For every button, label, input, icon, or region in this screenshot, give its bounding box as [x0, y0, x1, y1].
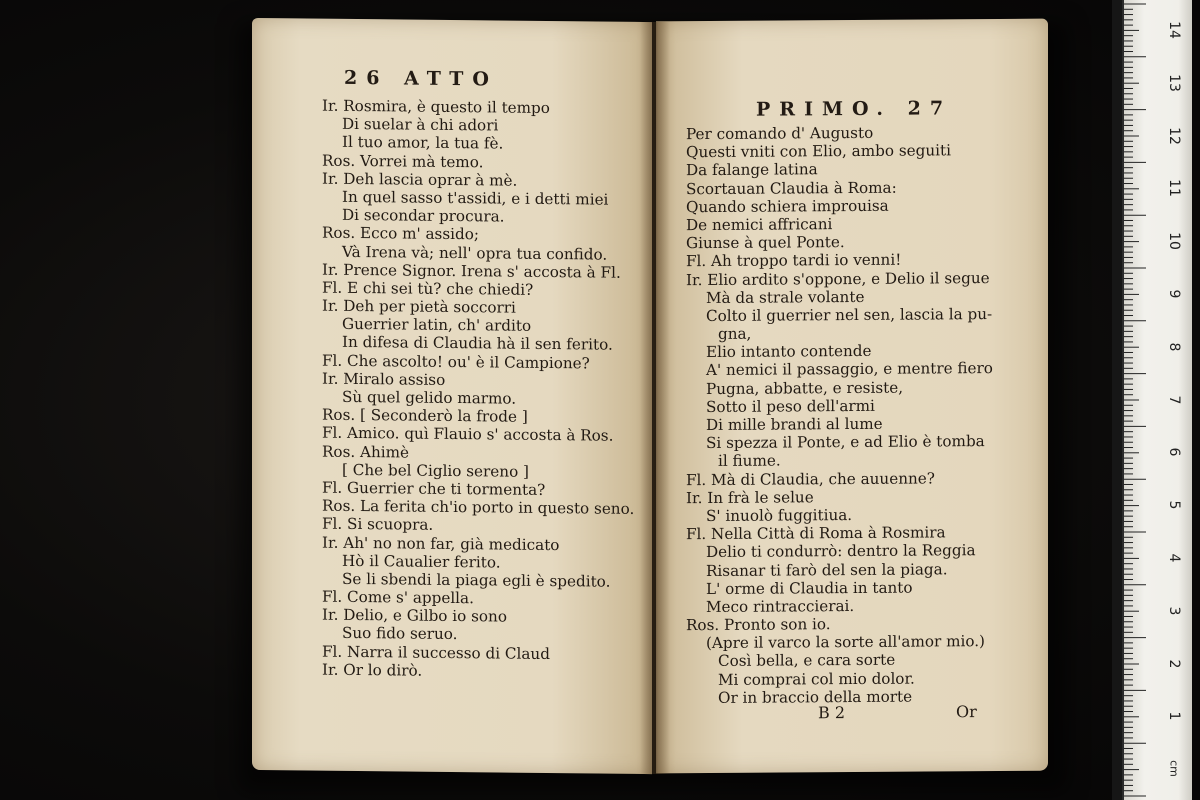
ruler-number: 6: [1166, 447, 1182, 457]
ruler-number: 9: [1166, 289, 1182, 299]
ruler-number: 2: [1166, 659, 1182, 669]
text-line: Fl. Nella Città di Roma à Rosmira: [686, 523, 946, 544]
ruler-number: 13: [1166, 73, 1182, 92]
text-line: Il tuo amor, la tua fè.: [342, 133, 504, 153]
text-line: Ros. La ferita ch'io porto in questo seno.: [322, 496, 635, 519]
right-page: [656, 19, 1048, 774]
text-line: Di mille brandi al lume: [706, 414, 883, 435]
text-line: Ros. Ecco m' assido;: [322, 223, 479, 244]
ruler-edge: [1112, 0, 1122, 800]
text-line: Ir. Elio ardito s'oppone, e Delio il segue: [686, 268, 990, 289]
ruler-number: 5: [1166, 500, 1182, 510]
ruler-number: 4: [1166, 553, 1182, 563]
text-line: Guerrier latin, ch' ardito: [342, 315, 532, 336]
ruler-number: 3: [1166, 606, 1182, 616]
text-line: De nemici affricani: [686, 215, 833, 235]
text-line: Giunse à quel Ponte.: [686, 233, 845, 253]
text-line: Di secondar procura.: [342, 205, 505, 226]
ruler-number: 7: [1166, 395, 1182, 405]
text-line: [ Che bel Ciglio sereno ]: [342, 460, 529, 481]
text-line: Ir. Miralo assiso: [322, 369, 446, 389]
text-line: Mi comprai col mio dolor.: [718, 669, 915, 689]
text-line: Ir. Prence Signor. Irena s' accosta à Fl.: [322, 260, 621, 282]
ruler-number: 14: [1166, 21, 1182, 39]
text-line: Di suelar à chi adori: [342, 115, 499, 135]
left-page: [252, 18, 652, 774]
text-line: Ir. Delio, e Gilbo io sono: [322, 605, 507, 626]
text-line: Hò il Caualier ferito.: [342, 551, 501, 572]
text-line: In quel sasso t'assidi, e i detti miei: [342, 187, 609, 209]
ruler-ticks: [1124, 0, 1160, 800]
text-line: il fiume.: [718, 451, 781, 471]
text-line: Ir. Rosmira, è questo il tempo: [322, 96, 550, 118]
ruler-number: 1: [1166, 711, 1182, 721]
text-line: Scortauan Claudia à Roma:: [686, 178, 897, 198]
text-line: L' orme di Claudia in tanto: [706, 578, 913, 598]
text-line: Meco rintraccierai.: [706, 596, 855, 616]
text-line: Fl. Amico. quì Flauio s' accosta à Ros.: [322, 424, 614, 446]
ruler-number: 8: [1166, 342, 1182, 352]
text-line: Fl. Che ascolto! ou' è il Campione?: [322, 351, 590, 373]
text-line: Fl. Mà di Claudia, che auuenne?: [686, 468, 935, 489]
text-line: Colto il guerrier nel sen, lascia la pu-: [706, 304, 993, 325]
text-line: Ros. Vorrei mà temo.: [322, 151, 484, 171]
text-line: Sù quel gelido marmo.: [342, 387, 517, 408]
text-line: gna,: [718, 324, 752, 343]
ruler-number: 12: [1166, 126, 1182, 145]
text-line: Si spezza il Ponte, e ad Elio è tomba: [706, 432, 985, 453]
text-line: Fl. Come s' appella.: [322, 587, 474, 608]
text-line: Ros. Ahimè: [322, 442, 410, 462]
text-line: Sotto il peso dell'armi: [706, 396, 875, 416]
left-page-text: [322, 97, 634, 682]
measuring-ruler: [1122, 0, 1192, 800]
text-line: Fl. Ah troppo tardi io venni!: [686, 250, 902, 271]
text-line: Se li sbendi la piaga egli è spedito.: [342, 569, 611, 591]
left-page-header: 26 ATTO: [344, 66, 498, 91]
text-line: Risanar ti farò del sen la piaga.: [706, 559, 948, 580]
text-line: In difesa di Claudia hà il sen ferito.: [342, 333, 613, 355]
text-line: Fl. Si scuopra.: [322, 514, 434, 535]
text-line: Pugna, abbatte, e resiste,: [706, 378, 904, 398]
text-line: Fl. Narra il successo di Claud: [322, 642, 550, 663]
text-line: Mà da strale volante: [706, 287, 865, 307]
text-line: S' inuolò fuggitiua.: [706, 505, 853, 525]
catchword: Or: [956, 702, 977, 722]
text-line: Fl. Guerrier che ti tormenta?: [322, 478, 546, 499]
text-line: Questi vniti con Elio, ambo seguiti: [686, 141, 951, 162]
text-line: Ir. Ah' no non far, già medicato: [322, 533, 560, 554]
text-line: Ir. Deh per pietà soccorri: [322, 296, 516, 317]
text-line: Delio ti condurrò: dentro la Reggia: [706, 541, 976, 562]
text-line: Và Irena và; nell' opra tua confido.: [342, 242, 608, 264]
right-page-header: PRIMO. 27: [756, 97, 953, 121]
text-line: Da falange latina: [686, 160, 818, 180]
ruler-number: 11: [1166, 179, 1182, 198]
text-line: Ir. Or lo dirò.: [322, 660, 423, 680]
text-line: Così bella, e cara sorte: [718, 651, 896, 671]
signature-mark: B 2: [818, 703, 846, 723]
text-line: Per comando d' Augusto: [686, 123, 874, 144]
text-line: Fl. E chi sei tù? che chiedi?: [322, 278, 534, 299]
ruler-unit-label: cm: [1167, 760, 1181, 777]
text-line: (Apre il varco la sorte all'amor mio.): [706, 632, 985, 653]
text-line: Ros. Pronto son io.: [686, 615, 831, 635]
text-line: Elio intanto contende: [706, 342, 872, 362]
right-page-text: [686, 123, 993, 707]
ruler-number: 10: [1166, 232, 1182, 251]
text-line: Quando schiera improuisa: [686, 196, 889, 216]
text-line: Or in braccio della morte: [718, 687, 913, 707]
text-line: Ir. In frà le selue: [686, 488, 814, 507]
text-line: Ros. [ Seconderò la frode ]: [322, 405, 528, 426]
text-line: Ir. Deh lascia oprar à mè.: [322, 169, 518, 190]
text-line: A' nemici il passaggio, e mentre fiero: [706, 359, 993, 380]
text-line: Suo fido seruo.: [342, 624, 458, 644]
